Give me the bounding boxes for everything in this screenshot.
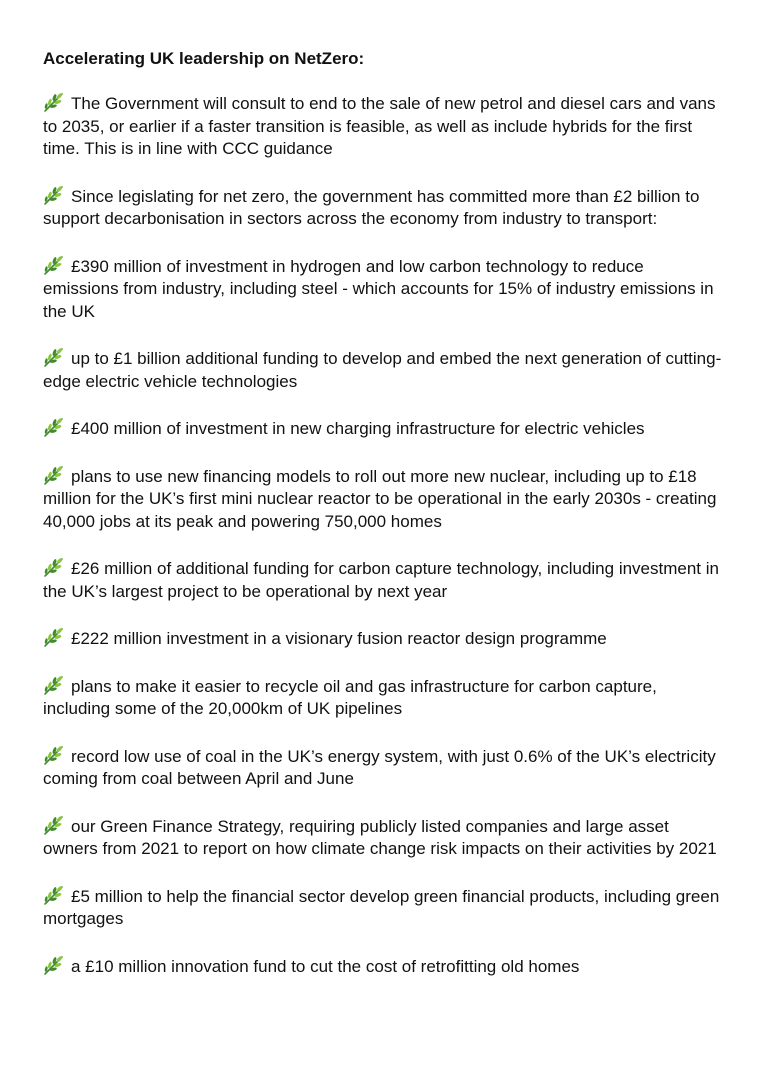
leaf-icon (43, 255, 65, 275)
leaf-icon (43, 745, 65, 765)
leaf-icon (43, 465, 65, 485)
item-text: Since legislating for net zero, the government has committed more than £2 billion to support decarbonisation in sectors across the economy from industry to transport: (43, 186, 700, 228)
list-item (43, 185, 722, 231)
leaf-icon (43, 347, 65, 367)
list-item (43, 885, 722, 931)
list-item (43, 627, 722, 651)
list-item (43, 92, 722, 161)
item-text: £5 million to help the financial sector develop green financial products, including green mortgages (43, 886, 720, 928)
list-item (43, 347, 722, 393)
leaf-icon (43, 675, 65, 695)
leaf-icon (43, 557, 65, 577)
item-text: plans to use new financing models to roll out more new nuclear, including up to £18 million for the UK’s first mini nuclear reactor to be operational in the early 2030s - creating 40,000 jobs at its peak and powering 750,000 homes (43, 466, 717, 531)
item-text: £390 million of investment in hydrogen and low carbon technology to reduce emissions from industry, including steel - which accounts for 15% of industry emissions in the UK (43, 256, 714, 321)
leaf-icon (43, 92, 65, 112)
list-item (43, 675, 722, 721)
leaf-icon (43, 185, 65, 205)
list-item (43, 417, 722, 441)
item-text: £400 million of investment in new charging infrastructure for electric vehicles (71, 419, 645, 438)
leaf-icon (43, 627, 65, 647)
list-item (43, 557, 722, 603)
item-text: plans to make it easier to recycle oil and gas infrastructure for carbon capture, including some of the 20,000km of UK pipelines (43, 676, 657, 718)
list-item (43, 255, 722, 324)
item-text: The Government will consult to end to the sale of new petrol and diesel cars and vans to 2035, or earlier if a faster transition is feasible, as well as include hybrids for the first time. This is in line with CCC guidance (43, 94, 716, 158)
item-text: £26 million of additional funding for carbon capture technology, including investment in the UK’s largest project to be operational by next year (43, 559, 719, 601)
leaf-icon (43, 815, 65, 835)
item-text: up to £1 billion additional funding to develop and embed the next generation of cutting-edge electric vehicle technologies (43, 349, 722, 391)
item-text: our Green Finance Strategy, requiring publicly listed companies and large asset owners from 2021 to report on how climate change risk impacts on their activities by 2021 (43, 816, 717, 858)
item-text: a £10 million innovation fund to cut the cost of retrofitting old homes (71, 956, 580, 976)
list-item (43, 465, 722, 534)
item-text: record low use of coal in the UK’s energy system, with just 0.6% of the UK’s electricity coming from coal between April and June (43, 746, 716, 788)
leaf-icon (43, 955, 65, 975)
document-heading: Accelerating UK leadership on NetZero: (43, 49, 365, 68)
leaf-icon (43, 885, 65, 905)
list-item (43, 745, 722, 791)
leaf-icon (43, 417, 65, 437)
list-item (43, 955, 722, 979)
item-text: £222 million investment in a visionary fusion reactor design programme (71, 629, 607, 648)
list-item (43, 815, 722, 861)
